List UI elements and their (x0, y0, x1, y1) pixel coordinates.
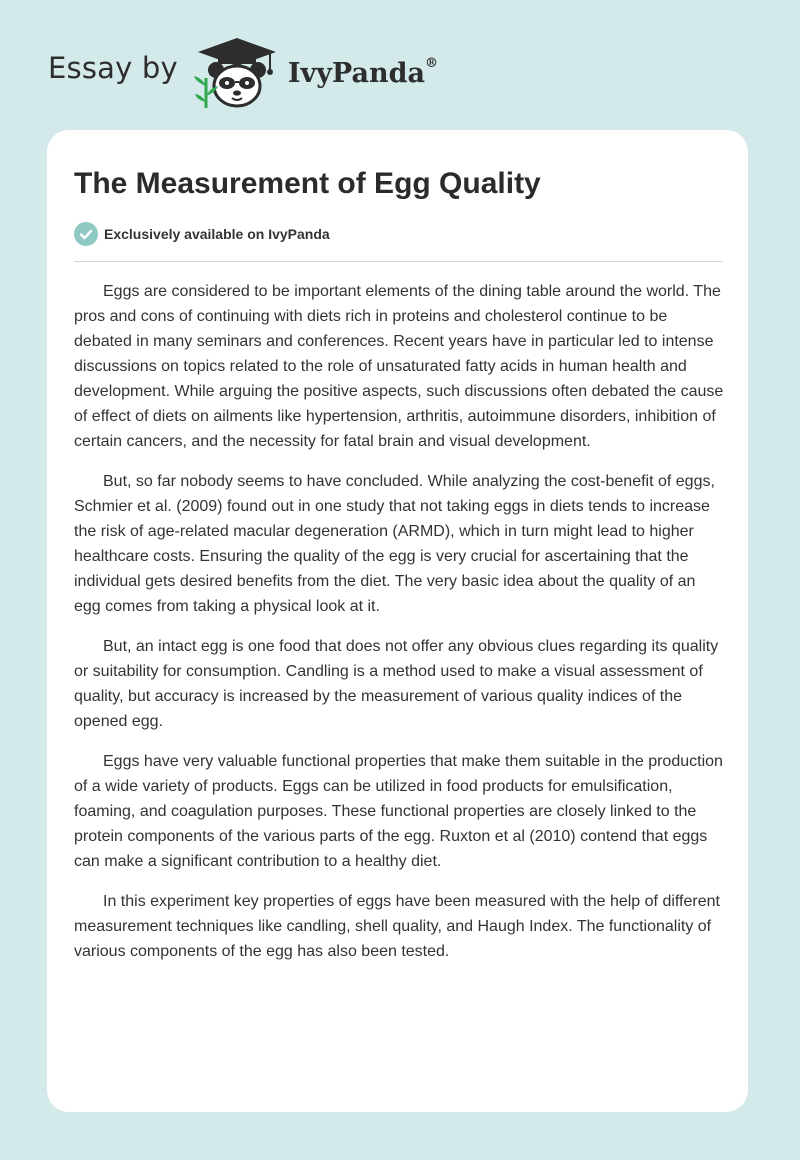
exclusive-badge-label: Exclusively available on IvyPanda (104, 226, 330, 242)
paragraph-5: In this experiment key properties of eggs have been measured with the help of different measurement techniques like candling, shell quality, and Haugh Index. The functionality of various components of the egg has also been tested. (74, 893, 720, 960)
essay-by-label: Essay by (48, 51, 178, 85)
paragraph-4: Eggs have very valuable functional properties that make them suitable in the production of a wide variety of products. Eggs can be utilized in food products for emulsification, foaming, and coagulation purposes. These functional properties are closely linked to the protein components of the various parts of the egg. Ruxton et al (2010) contend that eggs can make a significant contribution to a healthy diet. (74, 753, 723, 870)
paragraph-1: Eggs are considered to be important elements of the dining table around the world. The pros and cons of continuing with diets rich in proteins and cholesterol continue to be debated in many seminars and conferences. Recent years have in particular led to intense discussions on topics related to the role of unsaturated fatty acids in human health and development. While arguing the positive aspects, such discussions often debated the cause of effect of diets on ailments like hypertension, arthritis, autoimmune disorders, inhibition of certain cancers, and the necessity for fatal brain and visual development. (74, 283, 724, 450)
checkmark-circle-icon (74, 222, 98, 246)
registered-mark: ® (424, 55, 438, 71)
essay-card (47, 130, 748, 1112)
page-title: The Measurement of Egg Quality (74, 167, 541, 200)
paragraph-3: But, an intact egg is one food that does not offer any obvious clues regarding its quality or suitability for consumption. Candling is a method used to make a visual assessment of quality, but accuracy is increased by the measurement of various quality indices of the opened egg. (74, 638, 719, 730)
brand-name[interactable] (287, 55, 438, 89)
paragraph-2: But, so far nobody seems to have concluded. While analyzing the cost-benefit of eggs, Schmier et al. (2009) found out in one study that not taking eggs in diets tends to increase the risk of age-related macular degeneration (ARMD), which in turn might lead to higher healthcare costs. Ensuring the quality of the egg is very crucial for ascertaining that the individual gets desired benefits from the diet. The very basic idea about the quality of an egg comes from taking a physical look at it. (74, 473, 715, 615)
exclusive-badge (74, 222, 330, 246)
essay-body (74, 279, 726, 979)
panda-graduate-logo-icon[interactable] (192, 34, 282, 110)
site-header (48, 34, 438, 110)
divider (74, 261, 723, 262)
brand-name-text: IvyPanda (287, 57, 425, 89)
